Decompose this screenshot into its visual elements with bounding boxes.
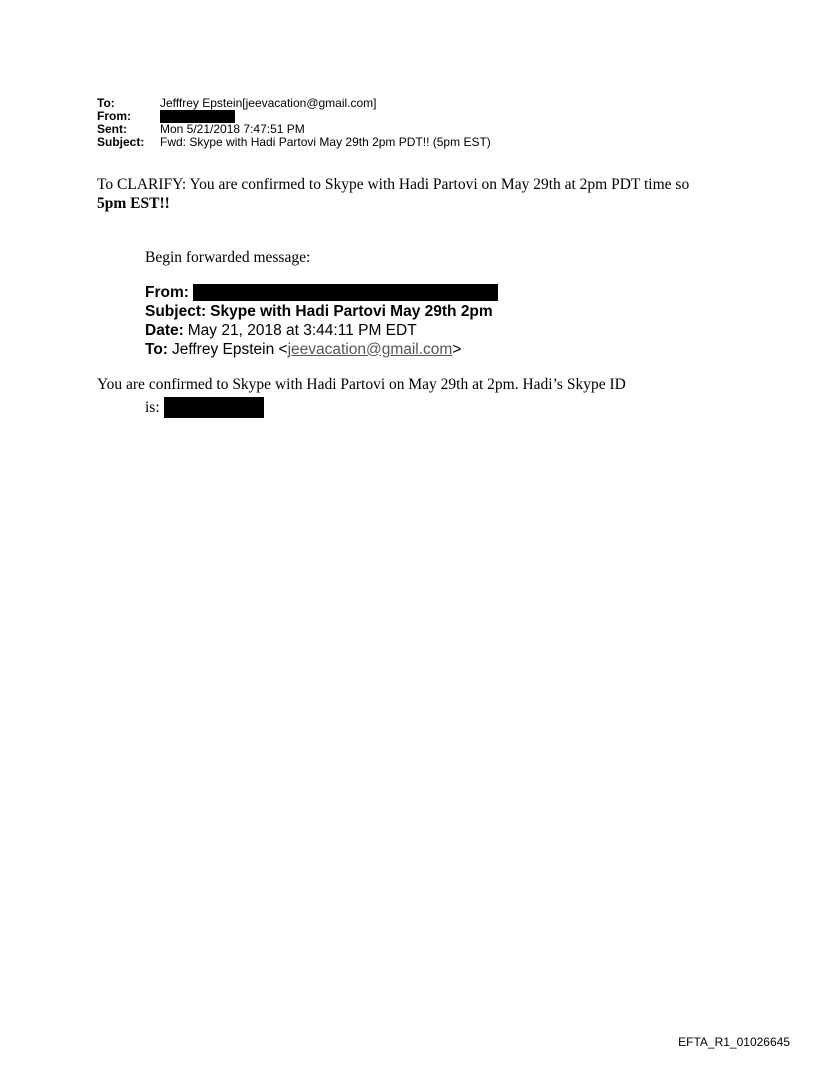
- document-id: EFTA_R1_01026645: [678, 1035, 790, 1049]
- email-header: [97, 97, 491, 149]
- forwarded-to-name: Jeffrey Epstein <: [171, 340, 288, 358]
- clarify-text: To CLARIFY: You are confirmed to Skype with Hadi Partovi on May 29th at 2pm PDT time so: [97, 176, 690, 193]
- forwarded-from-label: From:: [145, 283, 189, 301]
- message-skype-id-label: is:: [145, 399, 160, 416]
- skype-id-redaction: [164, 397, 264, 418]
- forwarded-to-close: >: [452, 340, 462, 358]
- forwarded-subject-value: Skype with Hadi Partovi May 29th 2pm: [210, 302, 493, 320]
- forwarded-date-row: [145, 321, 498, 340]
- forwarded-to-label: To:: [145, 340, 168, 358]
- clarify-paragraph: [97, 175, 737, 213]
- clarify-bold-text: 5pm EST!!: [97, 195, 170, 212]
- forwarded-from-row: [145, 283, 498, 302]
- message-line-2: [145, 397, 264, 418]
- header-sent-label: Sent:: [97, 122, 127, 136]
- forwarded-to-row: [145, 340, 498, 359]
- header-subject-label: Subject:: [97, 135, 145, 149]
- header-from-label: From:: [97, 109, 131, 123]
- forwarded-date-label: Date:: [145, 321, 184, 339]
- forwarded-to-email-link[interactable]: jeevacation@gmail.com: [287, 340, 453, 358]
- forwarded-from-redaction: [193, 284, 498, 301]
- header-subject-value: Fwd: Skype with Hadi Partovi May 29th 2pm PDT!! (5pm EST): [160, 135, 491, 149]
- forwarded-header: [145, 283, 498, 359]
- forward-intro: Begin forwarded message:: [145, 249, 311, 266]
- header-to-row: [97, 97, 491, 110]
- forwarded-subject-label: Subject:: [145, 302, 207, 320]
- header-to-label: To:: [97, 96, 115, 110]
- header-to-value: Jefffrey Epstein[jeevacation@gmail.com]: [160, 96, 377, 110]
- header-subject-row: [97, 136, 491, 149]
- message-line-1: You are confirmed to Skype with Hadi Partovi on May 29th at 2pm. Hadi’s Skype ID: [97, 376, 626, 393]
- forwarded-date-value: May 21, 2018 at 3:44:11 PM EDT: [187, 321, 417, 339]
- header-sent-value: Mon 5/21/2018 7:47:51 PM: [160, 122, 305, 136]
- forwarded-subject-row: [145, 302, 498, 321]
